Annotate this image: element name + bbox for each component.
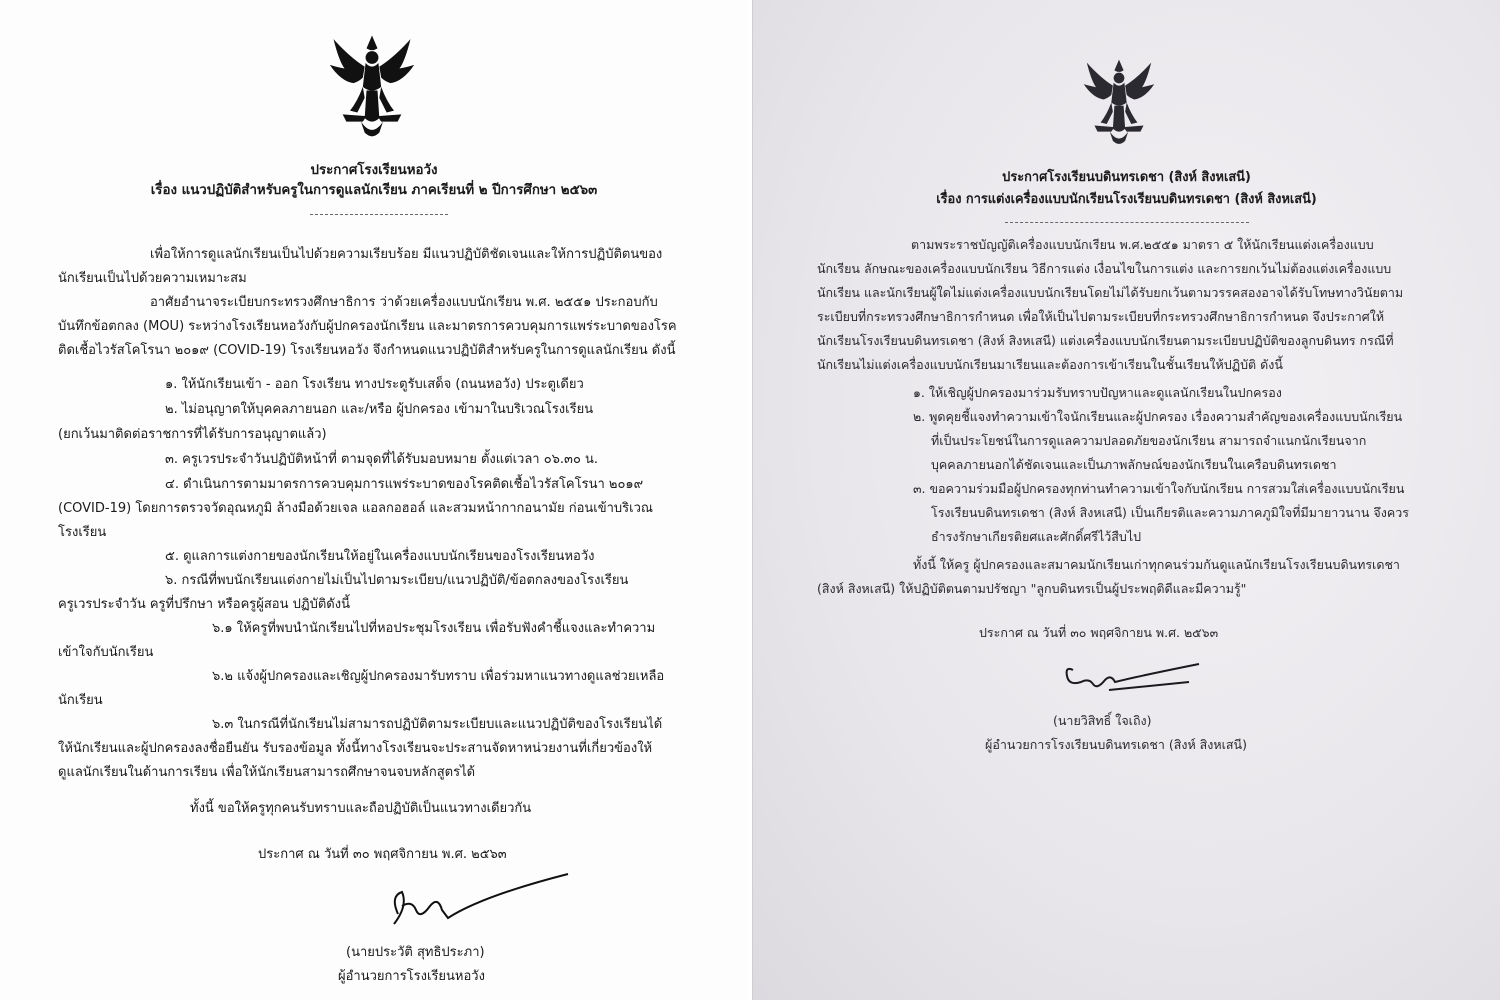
body-line: ที่เป็นประโยชน์ในการดูแลความปลอดภัยของนักเรียน สามารถจำแนกนักเรียนจาก [931,433,1367,448]
body-line: ๓. ขอความร่วมมือผู้ปกครองทุกท่านทำความเข้าใจกับนักเรียน การสวมใส่เครื่องแบบนักเรียน [913,481,1405,496]
signer-name: (นายประวัติ สุทธิประภา) [346,945,485,960]
body-line: (สิงห์ สิงหเสนี) ให้ปฏิบัติตนตามปรัชญา "ลูกบดินทรเป็นผู้ประพฤติดีและมีความรู้" [817,581,1247,596]
body-line: เพื่อให้การดูแลนักเรียนเป็นไปด้วยความเรียบร้อย มีแนวปฏิบัติชัดเจนและให้การปฏิบัติตนของ [150,247,663,262]
body-line: ๖. กรณีที่พบนักเรียนแต่งกายไม่เป็นไปตามระเบียบ/แนวปฏิบัติ/ข้อตกลงของโรงเรียน [165,573,629,588]
announcement-date: ประกาศ ณ วันที่ ๓๐ พฤศจิกายน พ.ศ. ๒๕๖๓ [258,847,507,862]
body-line: นักเรียน ลักษณะของเครื่องแบบนักเรียน วิธีการแต่ง เงื่อนไขในการแต่ง และการยกเว้นไม่ต้องแต่งเครื่องแบบ [817,261,1392,276]
body-line: ๒. พูดคุยชี้แจงทำความเข้าใจนักเรียนและผู้ปกครอง เรื่องความสำคัญของเครื่องแบบนักเรียน [913,409,1403,424]
body-line: นักเรียนโรงเรียนบดินทรเดชา (สิงห์ สิงหเสนี) แต่งเครื่องแบบนักเรียนตามระเบียบปฏิบัติของลูกบดินทร กรณีที่ [817,333,1394,348]
document-bodindecha [752,0,1500,1000]
body-line: ๑. ให้เชิญผู้ปกครองมาร่วมรับทราบปัญหาและดูแลนักเรียนในปกครอง [913,385,1282,400]
director-signature [372,866,572,936]
title-divider [310,214,448,215]
body-line: (ยกเว้นมาติดต่อราชการที่ได้รับการอนุญาตแล้ว) [58,427,327,442]
director-signature [1049,652,1209,702]
body-line: นักเรียนเป็นไปด้วยความเหมาะสม [58,271,247,286]
signer-name: (นายวิสิทธิ์ ใจเถิง) [1053,713,1152,728]
body-line: ๓. ครูเวรประจำวันปฏิบัติหน้าที่ ตามจุดที่ได้รับมอบหมาย ตั้งแต่เวลา ๐๖.๓๐ น. [165,452,599,467]
body-line: (COVID-19) โดยการตรวจวัดอุณหภูมิ ล้างมือด้วยเจล แอลกอฮอล์ และสวมหน้ากากอนามัย ก่อนเข้าบริเวณ [58,501,653,516]
garuda-emblem-icon [1079,55,1159,147]
body-line: อาศัยอำนาจระเบียบกระทรวงศึกษาธิการ ว่าด้วยเครื่องแบบนักเรียน พ.ศ. ๒๕๕๑ ประกอบกับ [150,295,658,310]
signer-title: ผู้อำนวยการโรงเรียนหอวัง [338,969,485,984]
body-line: บันทึกข้อตกลง (MOU) ระหว่างโรงเรียนหอวังกับผู้ปกครองนักเรียน และมาตรการควบคุมการแพร่ระบาดของโรค [58,319,677,334]
body-line: ๔. ดำเนินการตามมาตรการควบคุมการแพร่ระบาดของโรคติดเชื้อไวรัสโคโรนา ๒๐๑๙ [165,477,644,492]
body-line: นักเรียน และนักเรียนผู้ใดไม่แต่งเครื่องแบบนักเรียนโดยไม่ได้รับยกเว้นตามวรรคสองอาจได้รับโทษทางวินัยตาม [817,285,1404,300]
body-line: โรงเรียน [58,525,107,540]
body-line: ทั้งนี้ ให้ครู ผู้ปกครองและสมาคมนักเรียนเก่าทุกคนร่วมกันดูแลนักเรียนโรงเรียนบดินทรเดชา [913,557,1400,572]
body-line: บุคคลภายนอกได้ชัดเจนและเป็นภาพลักษณ์ของนักเรียนในเครือบดินทรเดชา [931,457,1337,472]
body-line: ให้นักเรียนและผู้ปกครองลงชื่อยืนยัน รับรองข้อมูล ทั้งนี้ทางโรงเรียนจะประสานจัดหาหน่วยงานที่เกี่ยวข้องให้ [58,741,653,756]
body-line: นักเรียนไม่แต่งเครื่องแบบนักเรียนมาเรียนและต้องการเข้าเรียนในชั้นเรียนให้ปฏิบัติ ดังนี้ [817,357,1283,372]
body-line: เข้าใจกับนักเรียน [58,645,154,660]
body-line: ๖.๒ แจ้งผู้ปกครองและเชิญผู้ปกครองมารับทราบ เพื่อร่วมหาแนวทางดูแลช่วยเหลือ [212,669,665,684]
announcement-date: ประกาศ ณ วันที่ ๓๐ พฤศจิกายน พ.ศ. ๒๕๖๓ [979,625,1219,640]
body-line: ๑. ให้นักเรียนเข้า - ออก โรงเรียน ทางประตูรับเสด็จ (ถนนหอวัง) ประตูเดียว [165,377,584,392]
document-subject: เรื่อง แนวปฏิบัติสำหรับครูในการดูแลนักเรียน ภาคเรียนที่ ๒ ปีการศึกษา ๒๕๖๓ [150,182,598,198]
body-line: ครูเวรประจำวัน ครูที่ปรึกษา หรือครูผู้สอน ปฏิบัติดังนี้ [58,597,350,612]
body-line: ระเบียบที่กระทรวงศึกษาธิการกำหนด เพื่อให้เป็นไปตามระเบียบที่กระทรวงศึกษาธิการกำหนด จึงประกาศให้ [817,309,1385,324]
body-line: ๖.๑ ให้ครูที่พบนำนักเรียนไปที่หอประชุมโรงเรียน เพื่อรับฟังคำชี้แจงและทำความ [212,621,656,636]
garuda-emblem-icon [326,30,418,140]
title-divider [1005,222,1249,223]
signer-title: ผู้อำนวยการโรงเรียนบดินทรเดชา (สิงห์ สิงหเสนี) [985,737,1247,752]
body-line: โรงเรียนบดินทรเดชา (สิงห์ สิงหเสนี) เป็นเกียรติและความภาคภูมิใจที่มีมายาวนาน จึงควร [931,505,1409,520]
body-line: ทั้งนี้ ขอให้ครูทุกคนรับทราบและถือปฏิบัติเป็นแนวทางเดียวกัน [190,801,532,816]
body-line: ๖.๓ ในกรณีที่นักเรียนไม่สามารถปฏิบัติตามระเบียบและแนวปฏิบัติของโรงเรียนได้ [212,717,663,732]
document-title: ประกาศโรงเรียนหอวัง [310,162,438,178]
document-subject: เรื่อง การแต่งเครื่องแบบนักเรียนโรงเรียนบดินทรเดชา (สิงห์ สิงหเสนี) [936,192,1317,207]
body-line: ตามพระราชบัญญัติเครื่องแบบนักเรียน พ.ศ.๒๕๕๑ มาตรา ๕ ให้นักเรียนแต่งเครื่องแบบ [911,237,1374,252]
body-line: นักเรียน [58,693,103,708]
body-line: ติดเชื้อไวรัสโคโรนา ๒๐๑๙ (COVID-19) โรงเรียนหอวัง จึงกำหนดแนวปฏิบัติสำหรับครูในการดูแลนักเรียน ดังนี้ [58,343,676,358]
body-line: ๕. ดูแลการแต่งกายของนักเรียนให้อยู่ในเครื่องแบบนักเรียนของโรงเรียนหอวัง [165,549,595,564]
body-line: ธำรงรักษาเกียรติยศและศักดิ์ศรีไว้สืบไป [931,529,1142,544]
body-line: ๒. ไม่อนุญาตให้บุคคลภายนอก และ/หรือ ผู้ปกครอง เข้ามาในบริเวณโรงเรียน [165,402,594,417]
document-hor-wang [0,0,748,1000]
document-title: ประกาศโรงเรียนบดินทรเดชา (สิงห์ สิงหเสนี) [1002,170,1251,185]
body-line: ดูแลนักเรียนในด้านการเรียน เพื่อให้นักเรียนสามารถศึกษาจนจบหลักสูตรได้ [58,765,476,780]
